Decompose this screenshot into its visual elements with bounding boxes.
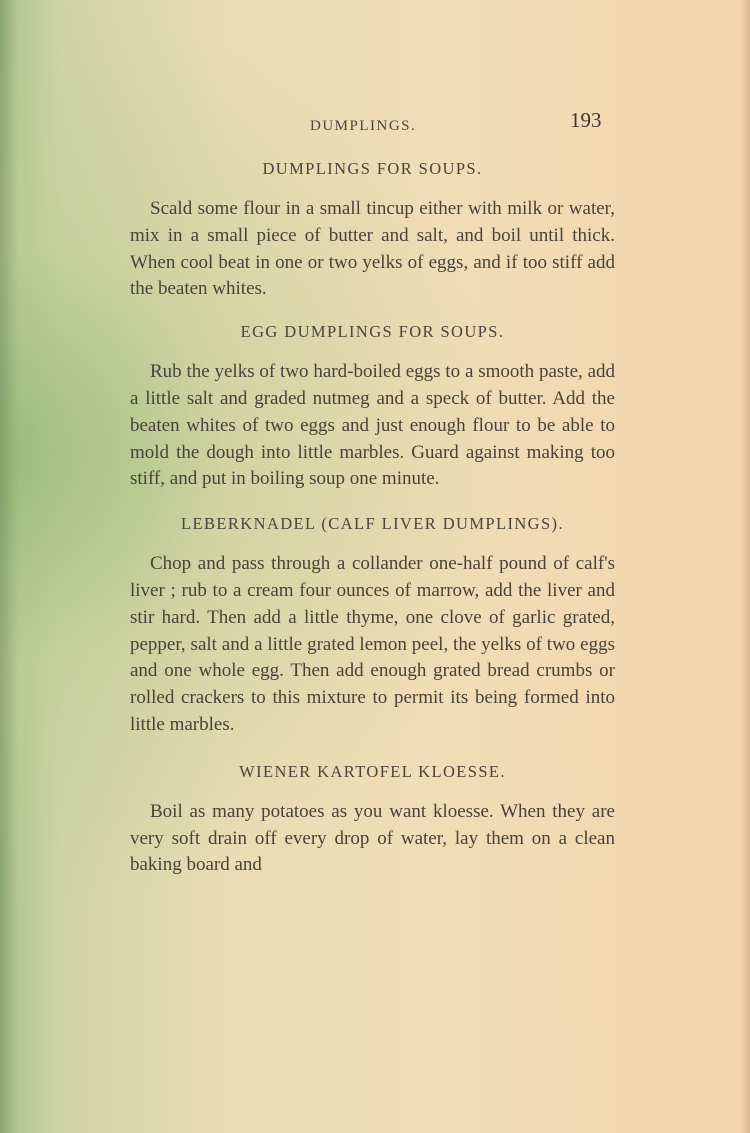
recipe-text-leberknadel: Chop and pass through a collander one-half pound of calf's liver ; rub to a cream four ounces of marrow, add the liver and stir hard. Then add a little thyme, one clove of garlic grated, pepper, salt and a little grated lemon peel, the yelks of two eggs and one whole egg. Then add enough grated bread crumbs or rolled crackers to this mixture to permit its being formed into little marbles.: [130, 553, 615, 735]
recipe-text-dumplings-for-soups: Scald some flour in a small tincup either with milk or water, mix in a small piece of butter and salt, and boil until thick. When cool beat in one or two yelks of eggs, and if too stiff add the beaten whites.: [130, 198, 615, 300]
section-heading-leberknadel: LEBERKNADEL (CALF LIVER DUMPLINGS).: [181, 514, 564, 534]
page-number: 193: [570, 108, 602, 132]
recipe-text-wiener-kartofel-kloesse: Boil as many potatoes as you want kloesse. When they are very soft drain off every drop of water, lay them on a clean baking board and: [130, 800, 615, 876]
page-content: [130, 150, 615, 895]
section-heading-dumplings-for-soups: DUMPLINGS FOR SOUPS.: [262, 159, 483, 178]
page-edge-shadow-right: [740, 0, 750, 1133]
section-heading-egg-dumplings: EGG DUMPLINGS FOR SOUPS.: [240, 322, 505, 342]
running-head: DUMPLINGS.: [310, 118, 417, 134]
page-edge-shadow-left: [0, 0, 18, 1133]
section-heading-wiener-kartofel-kloesse: WIENER KARTOFEL KLOESSE.: [239, 761, 506, 781]
recipe-text-egg-dumplings: Rub the yelks of two hard-boiled eggs to a smooth paste, add a little salt and graded nutmeg and a speck of butter. Add the beaten whites of two eggs and just enough flour to be able to mold the dough into little marbles. Guard against making too stiff, and put in boiling soup one minute.: [130, 361, 615, 490]
